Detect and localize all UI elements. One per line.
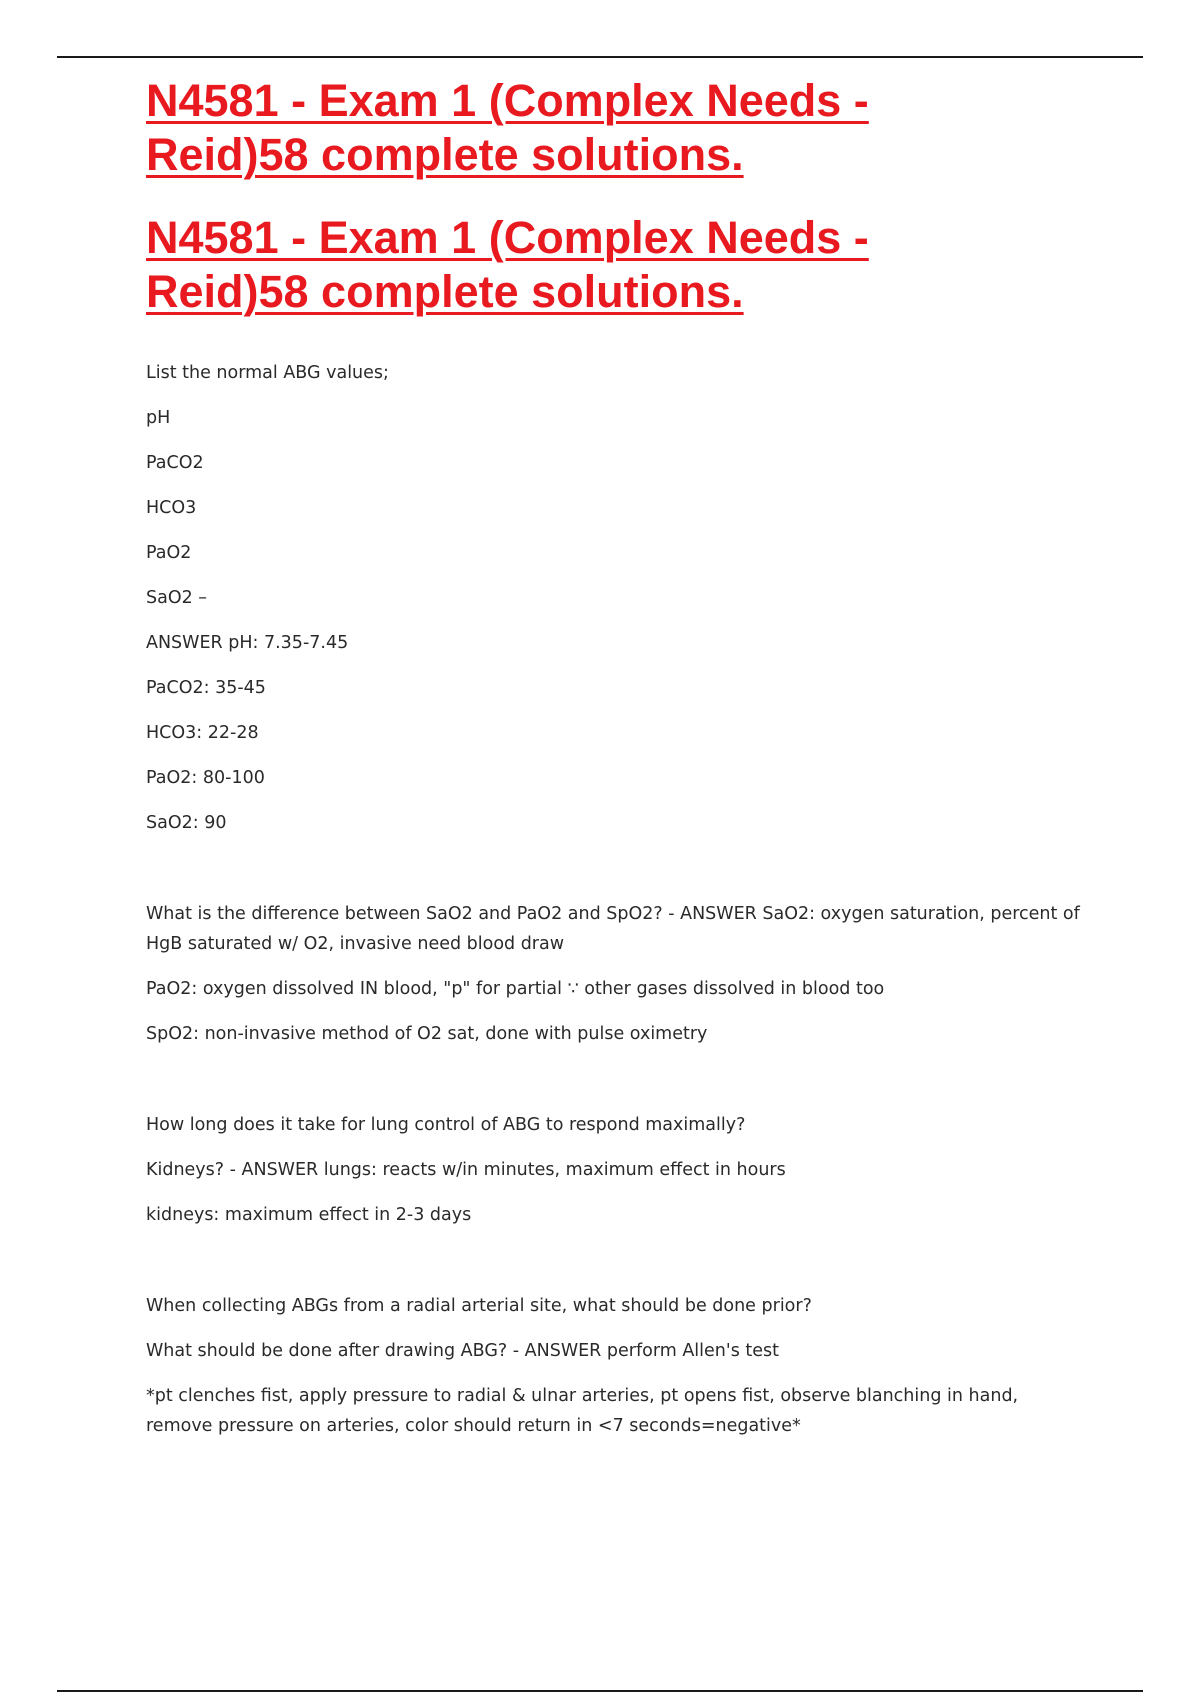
section-spacer: [146, 1064, 1086, 1110]
answer-text: SaO2: 90: [146, 813, 227, 833]
question-radial-abg: [146, 1291, 1086, 1441]
section-spacer: [146, 853, 1086, 899]
document-page: [146, 74, 1086, 1456]
list-item: pH: [146, 408, 171, 428]
answer-text: SpO2: non-invasive method of O2 sat, done with pulse oximetry: [146, 1024, 708, 1044]
list-item: PaCO2: [146, 453, 204, 473]
answer-text: Kidneys? - ANSWER lungs: reacts w/in minutes, maximum effect in hours: [146, 1160, 786, 1180]
question-text: When collecting ABGs from a radial arterial site, what should be done prior?: [146, 1296, 812, 1316]
answer-text: PaO2: oxygen dissolved IN blood, "p" for partial ∵ other gases dissolved in blood too: [146, 979, 885, 999]
answer-text: *pt clenches fist, apply pressure to radial & ulnar arteries, pt opens fist, observe blanching in hand, remove pressure on arteries, color should return in <7 seconds=negative*: [146, 1386, 1019, 1436]
document-title: N4581 - Exam 1 (Complex Needs - Reid)58 complete solutions.: [146, 75, 869, 180]
answer-text: What should be done after drawing ABG? - ANSWER perform Allen's test: [146, 1341, 779, 1361]
document-body: [146, 358, 1086, 1441]
question-lung-kidney-response: [146, 1110, 1086, 1230]
list-item: HCO3: [146, 498, 197, 518]
question-text: List the normal ABG values;: [146, 363, 389, 383]
answer-text: ANSWER pH: 7.35-7.45: [146, 633, 349, 653]
question-text: How long does it take for lung control of ABG to respond maximally?: [146, 1115, 746, 1135]
answer-text: PaO2: 80-100: [146, 768, 265, 788]
bottom-rule: [57, 1690, 1143, 1692]
document-title-repeat: N4581 - Exam 1 (Complex Needs - Reid)58 complete solutions.: [146, 212, 869, 317]
list-item: PaO2: [146, 543, 192, 563]
section-spacer: [146, 1245, 1086, 1291]
top-rule: [57, 56, 1143, 58]
question-text: What is the difference between SaO2 and PaO2 and SpO2? - ANSWER SaO2: oxygen saturation, percent of HgB saturated w/ O2, invasive need blood draw: [146, 904, 1080, 954]
answer-text: HCO3: 22-28: [146, 723, 259, 743]
answer-text: kidneys: maximum effect in 2-3 days: [146, 1205, 472, 1225]
question-sao2-pao2-spo2: [146, 899, 1086, 1049]
list-item: SaO2 –: [146, 588, 208, 608]
question-abg-values: [146, 358, 1086, 838]
answer-text: PaCO2: 35-45: [146, 678, 266, 698]
